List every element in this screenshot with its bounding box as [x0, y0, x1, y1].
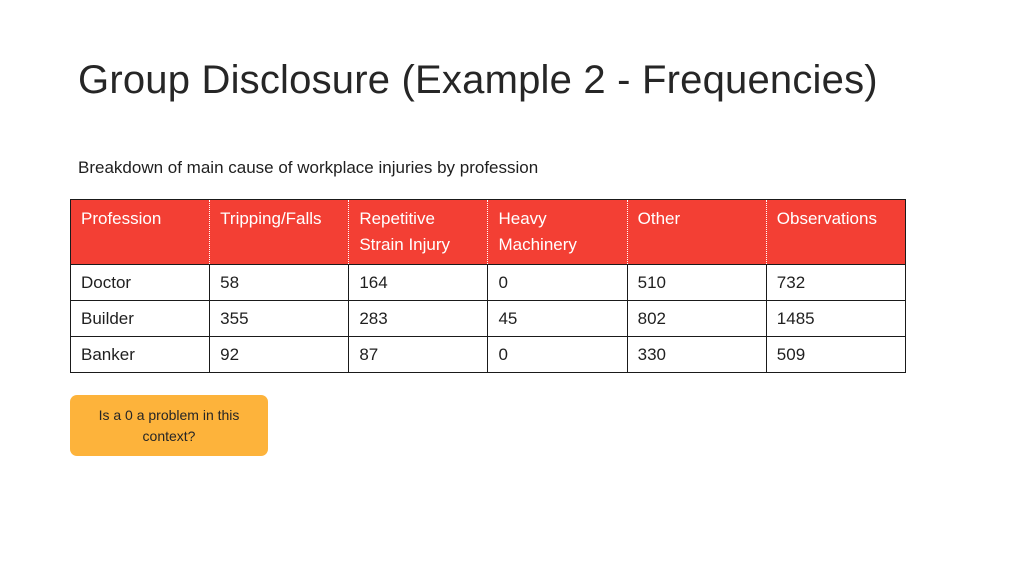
cell-heavy-machinery: 45: [488, 301, 627, 337]
cell-repetitive-strain-injury: 164: [349, 265, 488, 301]
cell-tripping-falls: 92: [210, 337, 349, 373]
cell-tripping-falls: 58: [210, 265, 349, 301]
slide-title: Group Disclosure (Example 2 - Frequencies): [78, 58, 878, 102]
callout-text: Is a 0 a problem in this context?: [98, 406, 240, 444]
header-other: Other: [627, 200, 766, 265]
cell-tripping-falls: 355: [210, 301, 349, 337]
header-tripping-falls: Tripping/Falls: [210, 200, 349, 265]
table-caption: Breakdown of main cause of workplace injuries by profession: [78, 158, 539, 177]
cell-profession: Banker: [71, 337, 210, 373]
cell-other: 510: [627, 265, 766, 301]
table-header-row: [71, 200, 906, 265]
injuries-table: [70, 199, 906, 373]
cell-repetitive-strain-injury: 283: [349, 301, 488, 337]
table-row: [71, 265, 906, 301]
cell-observations: 732: [766, 265, 905, 301]
header-repetitive-strain-injury: Repetitive Strain Injury: [349, 200, 488, 265]
cell-observations: 509: [766, 337, 905, 373]
table-row: [71, 301, 906, 337]
cell-other: 330: [627, 337, 766, 373]
cell-heavy-machinery: 0: [488, 337, 627, 373]
cell-heavy-machinery: 0: [488, 265, 627, 301]
table-row: [71, 337, 906, 373]
header-profession: Profession: [71, 200, 210, 265]
cell-profession: Builder: [71, 301, 210, 337]
header-observations: Observations: [766, 200, 905, 265]
cell-repetitive-strain-injury: 87: [349, 337, 488, 373]
callout-note: [70, 395, 268, 456]
header-heavy-machinery: Heavy Machinery: [488, 200, 627, 265]
cell-observations: 1485: [766, 301, 905, 337]
cell-other: 802: [627, 301, 766, 337]
cell-profession: Doctor: [71, 265, 210, 301]
